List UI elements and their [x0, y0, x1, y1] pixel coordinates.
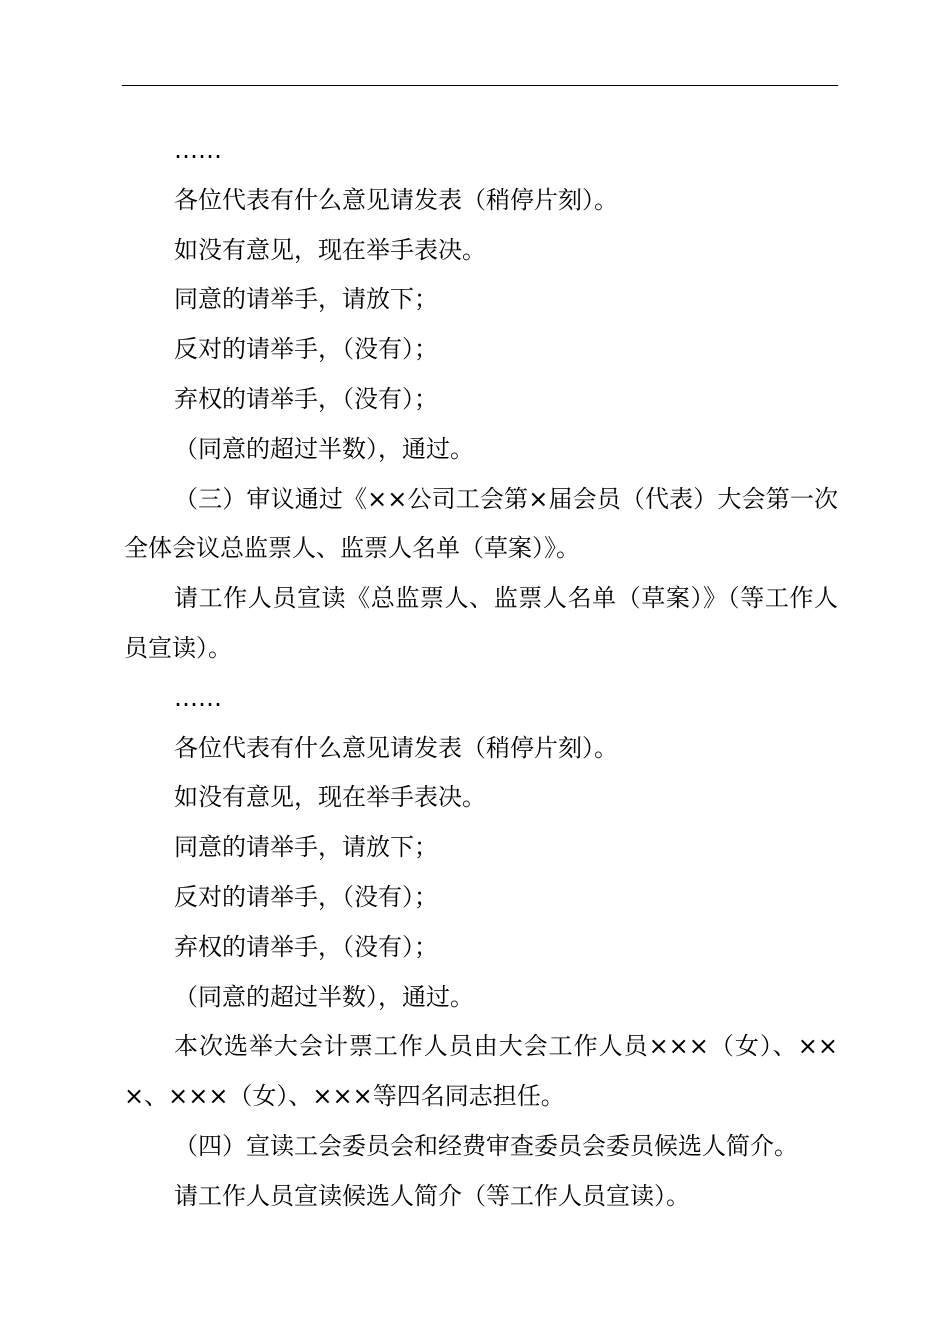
paragraph-abstain-2: 弃权的请举手，（没有）；: [174, 932, 438, 961]
paragraph-read-candidates: 请工作人员宣读候选人简介（等工作人员宣读）。: [174, 1181, 690, 1210]
paragraph-ellipsis-2: ……: [174, 683, 222, 712]
paragraph-vote-call-2: 如没有意见，现在举手表决。: [174, 783, 486, 812]
paragraph-ellipsis-1: ……: [174, 136, 222, 164]
paragraph-section-3: （三）审议通过《××公司工会第×届会员（代表）大会第一次全体会议总监票人、监票人名单（草案）》。: [124, 484, 838, 563]
paragraph-section-4: （四）宣读工会委员会和经费审查委员会委员候选人简介。: [174, 1131, 798, 1160]
document-body: [124, 126, 838, 1222]
paragraph-agree-1: 同意的请举手，请放下；: [174, 285, 438, 314]
paragraph-oppose-2: 反对的请举手，（没有）；: [174, 882, 438, 911]
paragraph-abstain-1: 弃权的请举手，（没有）；: [174, 384, 438, 413]
paragraph-agree-2: 同意的请举手，请放下；: [174, 833, 438, 862]
paragraph-oppose-1: 反对的请举手，（没有）；: [174, 335, 438, 364]
paragraph-passed-1: （同意的超过半数），通过。: [174, 434, 474, 463]
paragraph-passed-2: （同意的超过半数），通过。: [174, 982, 474, 1011]
paragraph-counting-staff: 本次选举大会计票工作人员由大会工作人员×××（女）、×××、×××（女）、×××等四名同志担任。: [124, 1032, 838, 1111]
header-rule: [122, 85, 838, 86]
paragraph-request-opinions-1: 各位代表有什么意见请发表（稍停片刻）。: [174, 185, 618, 214]
paragraph-vote-call-1: 如没有意见，现在举手表决。: [174, 235, 486, 264]
paragraph-read-list: 请工作人员宣读《总监票人、监票人名单（草案）》（等工作人员宣读）。: [124, 584, 838, 662]
paragraph-request-opinions-2: 各位代表有什么意见请发表（稍停片刻）。: [174, 733, 618, 762]
